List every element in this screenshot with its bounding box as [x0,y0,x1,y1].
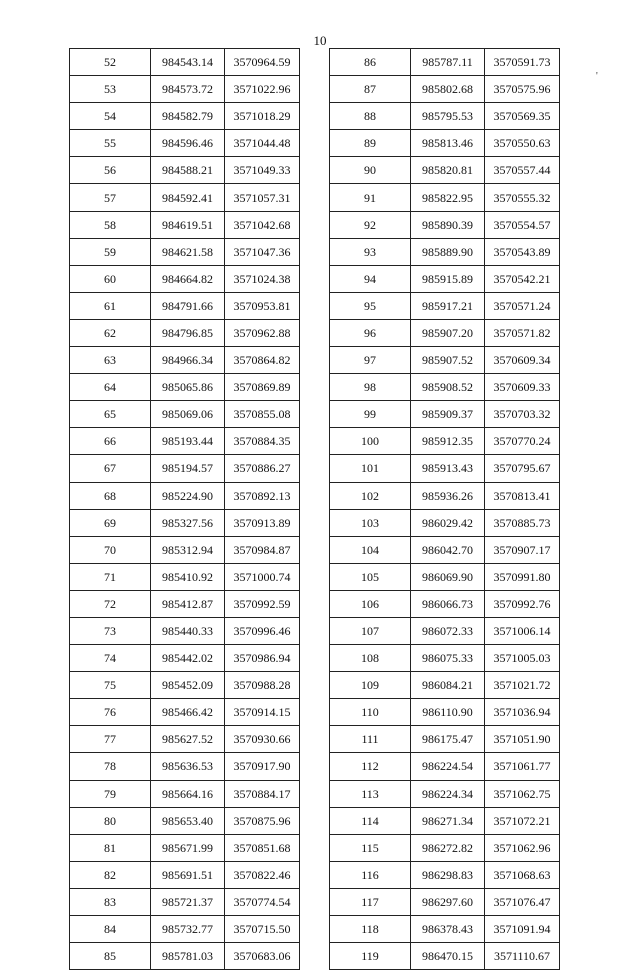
point-number-cell: 61 [70,292,151,319]
y-coordinate-cell: 3571006.14 [485,617,560,644]
x-coordinate-cell: 984664.82 [151,265,225,292]
x-coordinate-cell: 986029.42 [411,509,485,536]
x-coordinate-cell: 985795.53 [411,103,485,130]
point-number-cell: 79 [70,780,151,807]
point-number-cell: 104 [330,536,411,563]
coordinate-table-right [329,48,560,970]
y-coordinate-cell: 3570555.32 [485,184,560,211]
table-row [70,753,300,780]
y-coordinate-cell: 3570991.80 [485,563,560,590]
x-coordinate-cell: 985065.86 [151,374,225,401]
x-coordinate-cell: 986272.82 [411,834,485,861]
table-row [70,672,300,699]
point-number-cell: 53 [70,76,151,103]
point-number-cell: 91 [330,184,411,211]
point-number-cell: 78 [70,753,151,780]
point-number-cell: 103 [330,509,411,536]
table-row [70,184,300,211]
point-number-cell: 59 [70,238,151,265]
x-coordinate-cell: 985653.40 [151,807,225,834]
point-number-cell: 76 [70,699,151,726]
y-coordinate-cell: 3570884.17 [225,780,300,807]
point-number-cell: 95 [330,292,411,319]
point-number-cell: 86 [330,49,411,76]
point-number-cell: 106 [330,590,411,617]
x-coordinate-cell: 985224.90 [151,482,225,509]
point-number-cell: 119 [330,943,411,970]
x-coordinate-cell: 985327.56 [151,509,225,536]
table-row [330,861,560,888]
point-number-cell: 114 [330,807,411,834]
table-row [330,157,560,184]
y-coordinate-cell: 3571051.90 [485,726,560,753]
point-number-cell: 54 [70,103,151,130]
point-number-cell: 56 [70,157,151,184]
x-coordinate-cell: 985312.94 [151,536,225,563]
x-coordinate-cell: 985936.26 [411,482,485,509]
point-number-cell: 58 [70,211,151,238]
point-number-cell: 90 [330,157,411,184]
point-number-cell: 102 [330,482,411,509]
y-coordinate-cell: 3570703.32 [485,401,560,428]
y-coordinate-cell: 3570550.63 [485,130,560,157]
point-number-cell: 88 [330,103,411,130]
x-coordinate-cell: 986110.90 [411,699,485,726]
table-row [330,76,560,103]
point-number-cell: 93 [330,238,411,265]
table-row [330,49,560,76]
x-coordinate-cell: 985913.43 [411,455,485,482]
y-coordinate-cell: 3570886.27 [225,455,300,482]
x-coordinate-cell: 986271.34 [411,807,485,834]
point-number-cell: 63 [70,347,151,374]
y-coordinate-cell: 3571044.48 [225,130,300,157]
table-row [70,590,300,617]
y-coordinate-cell: 3571047.36 [225,238,300,265]
point-number-cell: 70 [70,536,151,563]
table-row [330,292,560,319]
y-coordinate-cell: 3570855.08 [225,401,300,428]
y-coordinate-cell: 3571091.94 [485,916,560,943]
y-coordinate-cell: 3570591.73 [485,49,560,76]
x-coordinate-cell: 984543.14 [151,49,225,76]
point-number-cell: 111 [330,726,411,753]
point-number-cell: 97 [330,347,411,374]
x-coordinate-cell: 985908.52 [411,374,485,401]
y-coordinate-cell: 3571062.96 [485,834,560,861]
y-coordinate-cell: 3570554.57 [485,211,560,238]
table-row [70,699,300,726]
point-number-cell: 68 [70,482,151,509]
y-coordinate-cell: 3570864.82 [225,347,300,374]
y-coordinate-cell: 3570917.90 [225,753,300,780]
point-number-cell: 65 [70,401,151,428]
y-coordinate-cell: 3570609.33 [485,374,560,401]
table-row [330,265,560,292]
table-row [70,292,300,319]
table-row [70,617,300,644]
table-row [70,265,300,292]
x-coordinate-cell: 986084.21 [411,672,485,699]
x-coordinate-cell: 985907.20 [411,319,485,346]
table-row [330,536,560,563]
margin-mark: ' [596,71,598,82]
table-row [70,780,300,807]
page-number: 10 [313,33,327,48]
table-row [70,888,300,915]
y-coordinate-cell: 3571057.31 [225,184,300,211]
point-number-cell: 107 [330,617,411,644]
y-coordinate-cell: 3571110.67 [485,943,560,970]
table-row [70,861,300,888]
point-number-cell: 100 [330,428,411,455]
table-row [330,807,560,834]
point-number-cell: 72 [70,590,151,617]
y-coordinate-cell: 3570571.82 [485,319,560,346]
table-row [70,130,300,157]
table-row [330,780,560,807]
x-coordinate-cell: 984966.34 [151,347,225,374]
table-row [70,238,300,265]
point-number-cell: 74 [70,645,151,672]
point-number-cell: 75 [70,672,151,699]
x-coordinate-cell: 985781.03 [151,943,225,970]
y-coordinate-cell: 3571068.63 [485,861,560,888]
table-row [330,590,560,617]
x-coordinate-cell: 985909.37 [411,401,485,428]
y-coordinate-cell: 3570571.24 [485,292,560,319]
x-coordinate-cell: 985193.44 [151,428,225,455]
table-row [330,482,560,509]
x-coordinate-cell: 986175.47 [411,726,485,753]
y-coordinate-cell: 3570770.24 [485,428,560,455]
y-coordinate-cell: 3571061.77 [485,753,560,780]
point-number-cell: 60 [70,265,151,292]
point-number-cell: 64 [70,374,151,401]
point-number-cell: 85 [70,943,151,970]
y-coordinate-cell: 3570907.17 [485,536,560,563]
x-coordinate-cell: 985889.90 [411,238,485,265]
x-coordinate-cell: 985890.39 [411,211,485,238]
table-row [330,401,560,428]
y-coordinate-cell: 3570813.41 [485,482,560,509]
table-row [70,834,300,861]
point-number-cell: 117 [330,888,411,915]
x-coordinate-cell: 984588.21 [151,157,225,184]
table-row [70,103,300,130]
coordinate-table-left [69,48,300,970]
x-coordinate-cell: 986470.15 [411,943,485,970]
table-row [70,76,300,103]
table-row [330,943,560,970]
y-coordinate-cell: 3571005.03 [485,645,560,672]
x-coordinate-cell: 985664.16 [151,780,225,807]
point-number-cell: 101 [330,455,411,482]
x-coordinate-cell: 984791.66 [151,292,225,319]
y-coordinate-cell: 3570996.46 [225,617,300,644]
x-coordinate-cell: 986066.73 [411,590,485,617]
table-row [330,645,560,672]
table-row [330,103,560,130]
table-row [330,888,560,915]
point-number-cell: 94 [330,265,411,292]
table-row [330,753,560,780]
table-row [70,347,300,374]
y-coordinate-cell: 3571000.74 [225,563,300,590]
table-row [70,49,300,76]
x-coordinate-cell: 984592.41 [151,184,225,211]
table-row [70,455,300,482]
x-coordinate-cell: 986069.90 [411,563,485,590]
x-coordinate-cell: 986224.34 [411,780,485,807]
table-row [70,563,300,590]
y-coordinate-cell: 3570683.06 [225,943,300,970]
point-number-cell: 112 [330,753,411,780]
y-coordinate-cell: 3570986.94 [225,645,300,672]
table-row [70,943,300,970]
table-row [330,916,560,943]
y-coordinate-cell: 3570609.34 [485,347,560,374]
x-coordinate-cell: 985412.87 [151,590,225,617]
x-coordinate-cell: 984619.51 [151,211,225,238]
y-coordinate-cell: 3570962.88 [225,319,300,346]
table-row [330,130,560,157]
point-number-cell: 108 [330,645,411,672]
x-coordinate-cell: 985912.35 [411,428,485,455]
y-coordinate-cell: 3570542.21 [485,265,560,292]
point-number-cell: 69 [70,509,151,536]
x-coordinate-cell: 985917.21 [411,292,485,319]
table-row [70,428,300,455]
point-number-cell: 82 [70,861,151,888]
point-number-cell: 71 [70,563,151,590]
y-coordinate-cell: 3570822.46 [225,861,300,888]
point-number-cell: 118 [330,916,411,943]
table-row [70,374,300,401]
table-row [70,157,300,184]
table-row [330,617,560,644]
y-coordinate-cell: 3570992.76 [485,590,560,617]
table-row [70,536,300,563]
point-number-cell: 87 [330,76,411,103]
table-row [70,211,300,238]
x-coordinate-cell: 985440.33 [151,617,225,644]
y-coordinate-cell: 3570875.96 [225,807,300,834]
point-number-cell: 83 [70,888,151,915]
x-coordinate-cell: 985820.81 [411,157,485,184]
table-row [330,726,560,753]
y-coordinate-cell: 3570988.28 [225,672,300,699]
x-coordinate-cell: 986075.33 [411,645,485,672]
point-number-cell: 66 [70,428,151,455]
y-coordinate-cell: 3571072.21 [485,807,560,834]
x-coordinate-cell: 984596.46 [151,130,225,157]
point-number-cell: 57 [70,184,151,211]
table-row [330,455,560,482]
x-coordinate-cell: 985636.53 [151,753,225,780]
table-row [70,726,300,753]
x-coordinate-cell: 985671.99 [151,834,225,861]
x-coordinate-cell: 985732.77 [151,916,225,943]
point-number-cell: 84 [70,916,151,943]
table-row [330,509,560,536]
point-number-cell: 109 [330,672,411,699]
point-number-cell: 77 [70,726,151,753]
table-row [330,184,560,211]
table-row [330,238,560,265]
point-number-cell: 113 [330,780,411,807]
y-coordinate-cell: 3570543.89 [485,238,560,265]
x-coordinate-cell: 986298.83 [411,861,485,888]
x-coordinate-cell: 986072.33 [411,617,485,644]
x-coordinate-cell: 985721.37 [151,888,225,915]
x-coordinate-cell: 984582.79 [151,103,225,130]
y-coordinate-cell: 3571042.68 [225,211,300,238]
point-number-cell: 98 [330,374,411,401]
point-number-cell: 99 [330,401,411,428]
y-coordinate-cell: 3570795.67 [485,455,560,482]
table-row [70,807,300,834]
x-coordinate-cell: 985787.11 [411,49,485,76]
x-coordinate-cell: 986378.43 [411,916,485,943]
point-number-cell: 52 [70,49,151,76]
table-row [330,563,560,590]
x-coordinate-cell: 985822.95 [411,184,485,211]
y-coordinate-cell: 3570774.54 [225,888,300,915]
y-coordinate-cell: 3570984.87 [225,536,300,563]
point-number-cell: 89 [330,130,411,157]
x-coordinate-cell: 985410.92 [151,563,225,590]
table-row [330,699,560,726]
x-coordinate-cell: 985627.52 [151,726,225,753]
x-coordinate-cell: 986297.60 [411,888,485,915]
x-coordinate-cell: 985813.46 [411,130,485,157]
table-row [330,374,560,401]
x-coordinate-cell: 985194.57 [151,455,225,482]
x-coordinate-cell: 984796.85 [151,319,225,346]
point-number-cell: 80 [70,807,151,834]
point-number-cell: 110 [330,699,411,726]
y-coordinate-cell: 3570884.35 [225,428,300,455]
point-number-cell: 92 [330,211,411,238]
y-coordinate-cell: 3570715.50 [225,916,300,943]
x-coordinate-cell: 984573.72 [151,76,225,103]
y-coordinate-cell: 3570992.59 [225,590,300,617]
point-number-cell: 55 [70,130,151,157]
y-coordinate-cell: 3571022.96 [225,76,300,103]
y-coordinate-cell: 3570892.13 [225,482,300,509]
y-coordinate-cell: 3571076.47 [485,888,560,915]
table-row [70,319,300,346]
y-coordinate-cell: 3571021.72 [485,672,560,699]
y-coordinate-cell: 3570913.89 [225,509,300,536]
y-coordinate-cell: 3570885.73 [485,509,560,536]
y-coordinate-cell: 3570569.35 [485,103,560,130]
y-coordinate-cell: 3570851.68 [225,834,300,861]
x-coordinate-cell: 985442.02 [151,645,225,672]
point-number-cell: 62 [70,319,151,346]
table-row [330,319,560,346]
table-row [70,509,300,536]
table-row [330,347,560,374]
y-coordinate-cell: 3570964.59 [225,49,300,76]
table-row [330,428,560,455]
x-coordinate-cell: 985915.89 [411,265,485,292]
table-row [330,211,560,238]
point-number-cell: 81 [70,834,151,861]
table-row [330,834,560,861]
y-coordinate-cell: 3570930.66 [225,726,300,753]
point-number-cell: 96 [330,319,411,346]
point-number-cell: 67 [70,455,151,482]
y-coordinate-cell: 3571036.94 [485,699,560,726]
table-row [70,401,300,428]
table-row [70,645,300,672]
x-coordinate-cell: 985069.06 [151,401,225,428]
table-row [70,916,300,943]
y-coordinate-cell: 3570869.89 [225,374,300,401]
x-coordinate-cell: 986224.54 [411,753,485,780]
point-number-cell: 115 [330,834,411,861]
y-coordinate-cell: 3571018.29 [225,103,300,130]
point-number-cell: 73 [70,617,151,644]
table-row [330,672,560,699]
y-coordinate-cell: 3571024.38 [225,265,300,292]
table-row [70,482,300,509]
x-coordinate-cell: 985802.68 [411,76,485,103]
y-coordinate-cell: 3571049.33 [225,157,300,184]
x-coordinate-cell: 985691.51 [151,861,225,888]
y-coordinate-cell: 3570953.81 [225,292,300,319]
x-coordinate-cell: 985452.09 [151,672,225,699]
y-coordinate-cell: 3570575.96 [485,76,560,103]
x-coordinate-cell: 985907.52 [411,347,485,374]
y-coordinate-cell: 3570914.15 [225,699,300,726]
x-coordinate-cell: 985466.42 [151,699,225,726]
point-number-cell: 116 [330,861,411,888]
y-coordinate-cell: 3571062.75 [485,780,560,807]
x-coordinate-cell: 986042.70 [411,536,485,563]
x-coordinate-cell: 984621.58 [151,238,225,265]
y-coordinate-cell: 3570557.44 [485,157,560,184]
point-number-cell: 105 [330,563,411,590]
